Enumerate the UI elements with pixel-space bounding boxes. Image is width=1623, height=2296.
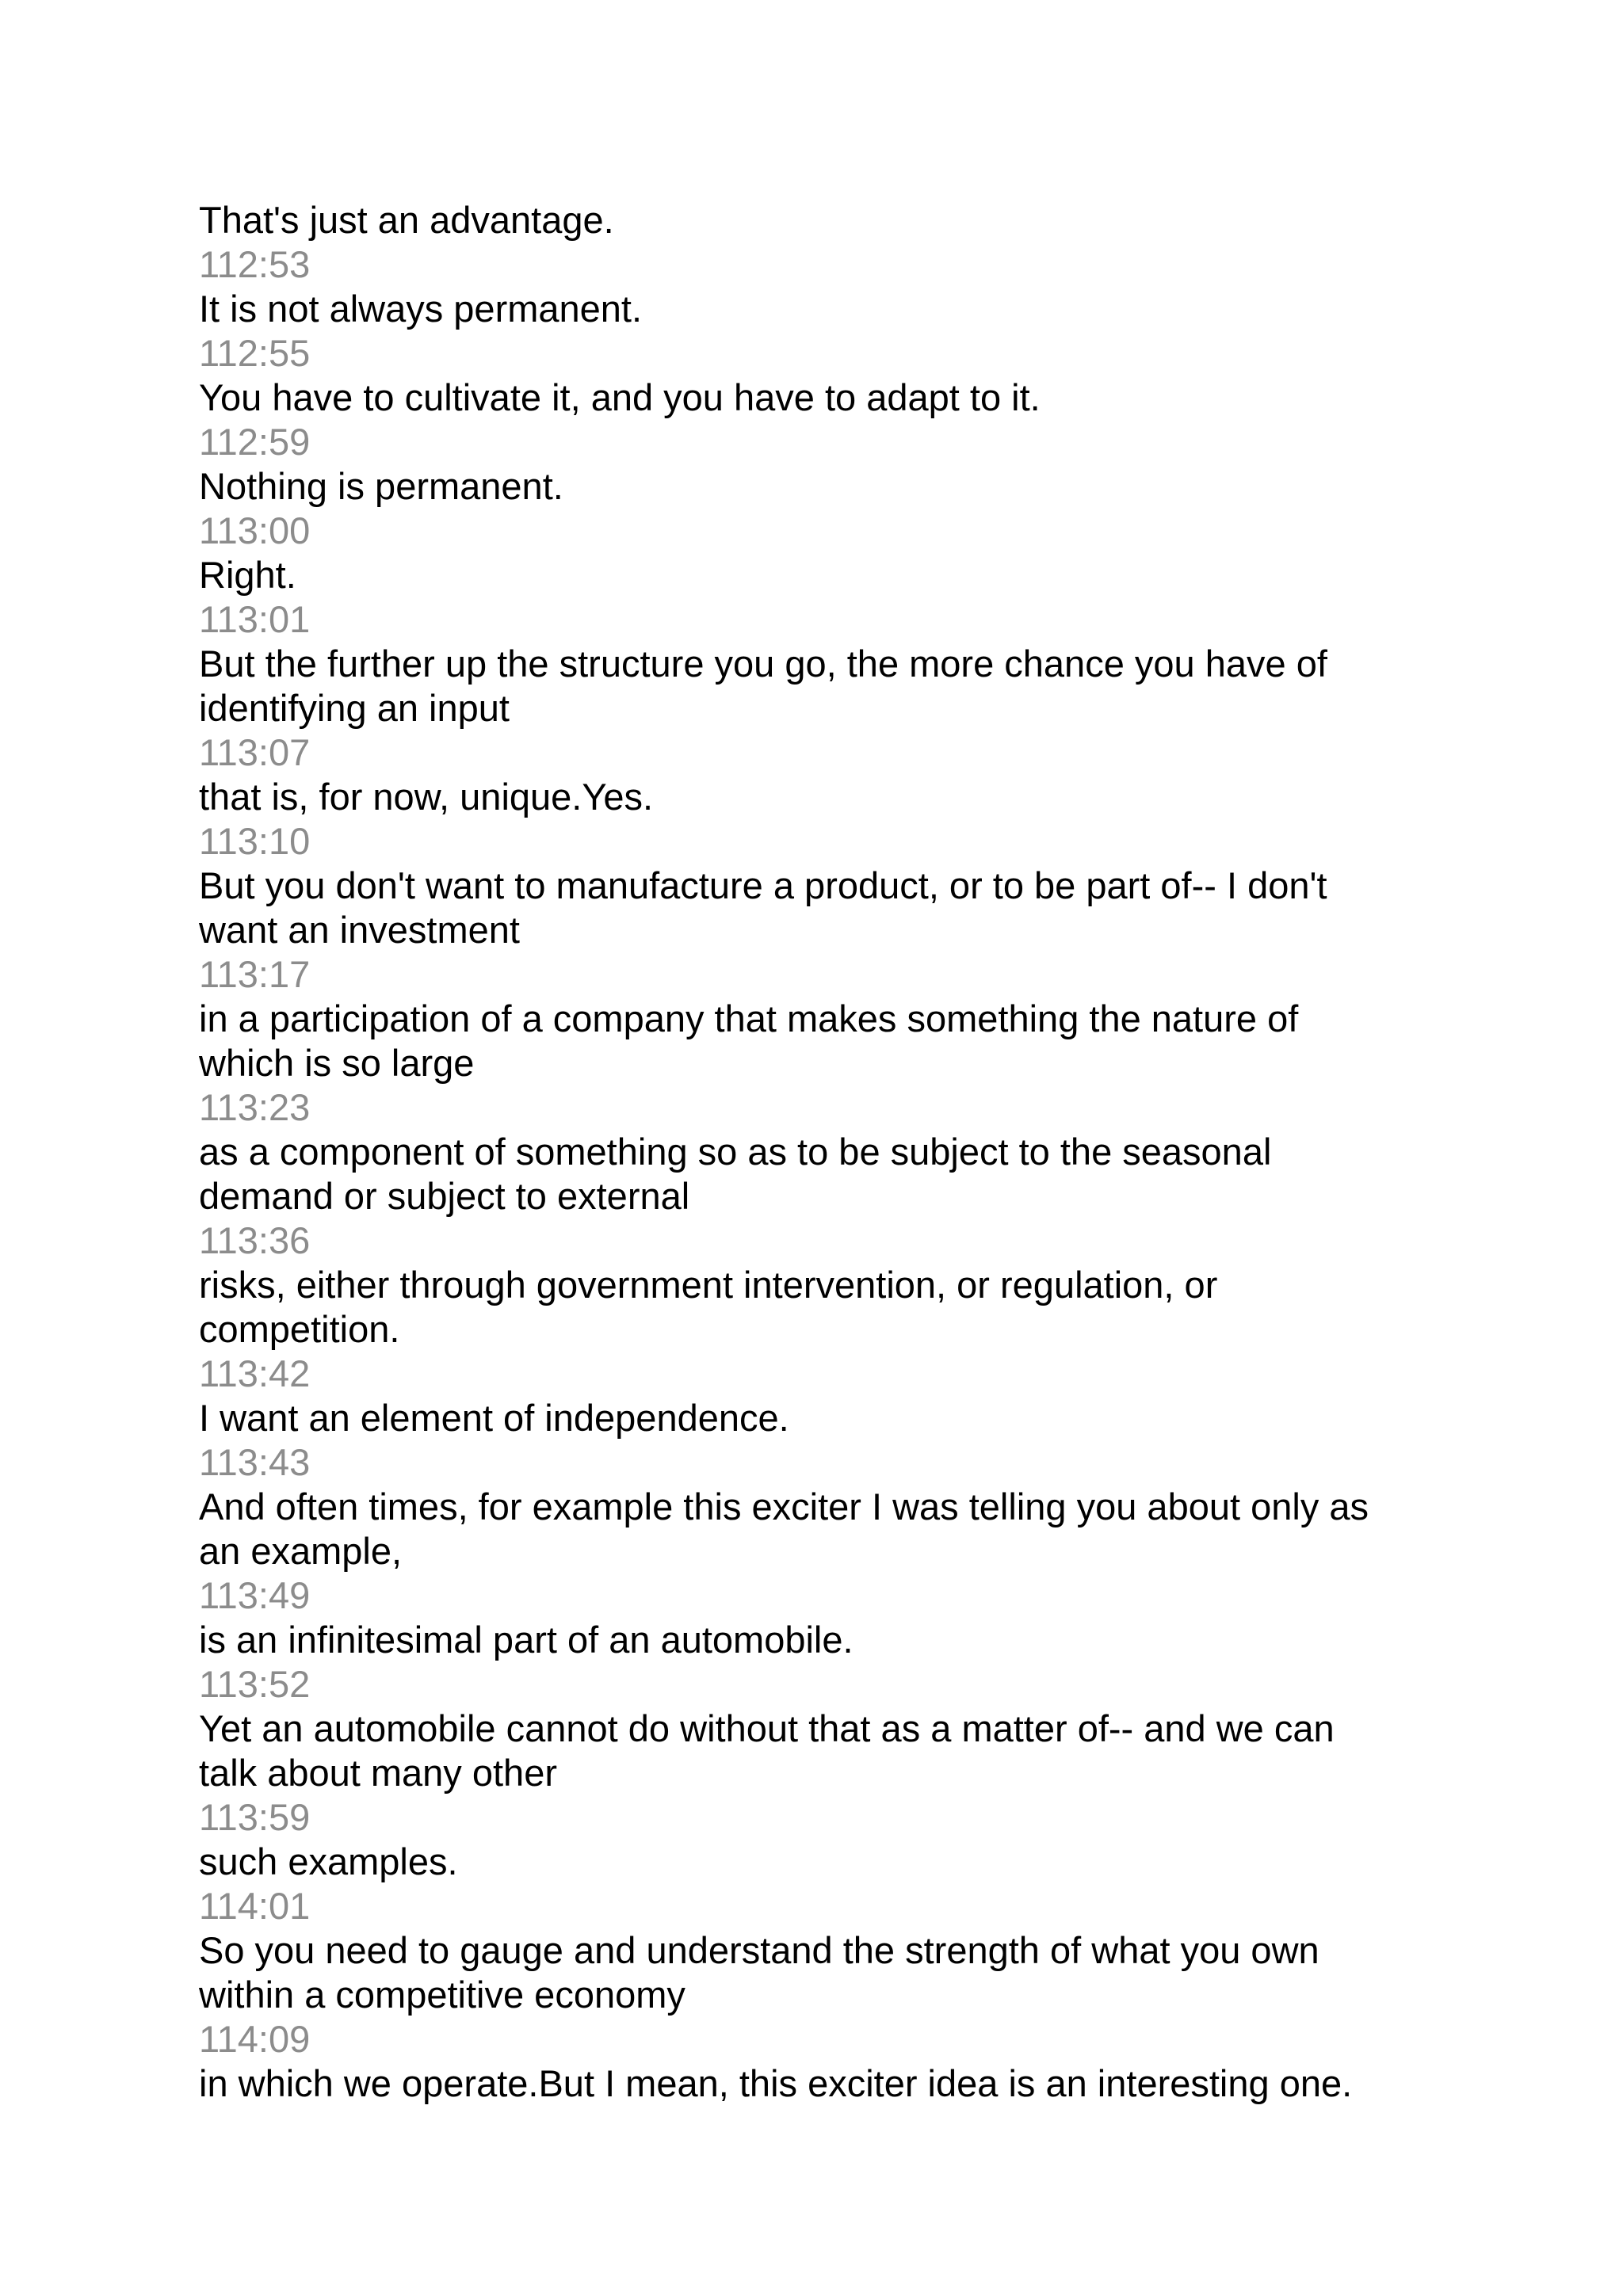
transcript-text: Yet an automobile cannot do without that as a matter of-- and we can [199,1707,1335,1749]
transcript-text: identifying an input [199,687,510,729]
timestamp: 112:53 [199,243,311,285]
timestamp: 113:36 [199,1219,311,1261]
transcript-text: It is not always permanent. [199,288,643,330]
transcript-text: which is so large [199,1042,475,1084]
timestamp: 113:59 [199,1796,311,1838]
transcript-text: I want an element of independence. [199,1397,789,1439]
transcript-text: Nothing is permanent. [199,465,563,507]
timestamp: 112:55 [199,332,311,374]
transcript-text: talk about many other [199,1752,557,1794]
timestamp: 113:17 [199,953,311,995]
timestamp: 112:59 [199,421,311,463]
transcript-text: demand or subject to external [199,1175,690,1217]
transcript-page [199,198,1435,2106]
timestamp: 114:09 [199,2018,311,2060]
transcript-text: an example, [199,1530,403,1572]
transcript-text: You have to cultivate it, and you have to adapt to it. [199,376,1041,418]
timestamp: 113:07 [199,731,311,773]
timestamp: 113:10 [199,820,311,862]
transcript-text: That's just an advantage. [199,199,614,241]
transcript-text: want an investment [199,909,520,951]
transcript-text: But the further up the structure you go, the more chance you have of [199,643,1327,685]
timestamp: 113:42 [199,1352,311,1394]
timestamp: 113:52 [199,1663,311,1705]
transcript-text: within a competitive economy [199,1974,685,2016]
timestamp: 113:01 [199,598,311,640]
transcript-text: such examples. [199,1840,458,1882]
timestamp: 113:49 [199,1574,311,1616]
transcript-text: competition. [199,1308,400,1350]
timestamp: 113:23 [199,1086,311,1128]
transcript-text: is an infinitesimal part of an automobile. [199,1619,854,1661]
transcript-text: risks, either through government intervention, or regulation, or [199,1264,1218,1306]
timestamp: 113:43 [199,1441,311,1483]
transcript-text: So you need to gauge and understand the strength of what you own [199,1929,1319,1971]
transcript-text: Right. [199,554,296,596]
transcript-text: in a participation of a company that makes something the nature of [199,997,1299,1039]
transcript-text: in which we operate.But I mean, this exciter idea is an interesting one. [199,2062,1353,2104]
timestamp: 113:00 [199,509,311,551]
transcript-text: as a component of something so as to be subject to the seasonal [199,1131,1272,1173]
transcript-text: that is, for now, unique.Yes. [199,776,654,818]
transcript-text: But you don't want to manufacture a product, or to be part of-- I don't [199,864,1327,906]
transcript-text: And often times, for example this exciter I was telling you about only as [199,1486,1369,1527]
timestamp: 114:01 [199,1885,311,1927]
